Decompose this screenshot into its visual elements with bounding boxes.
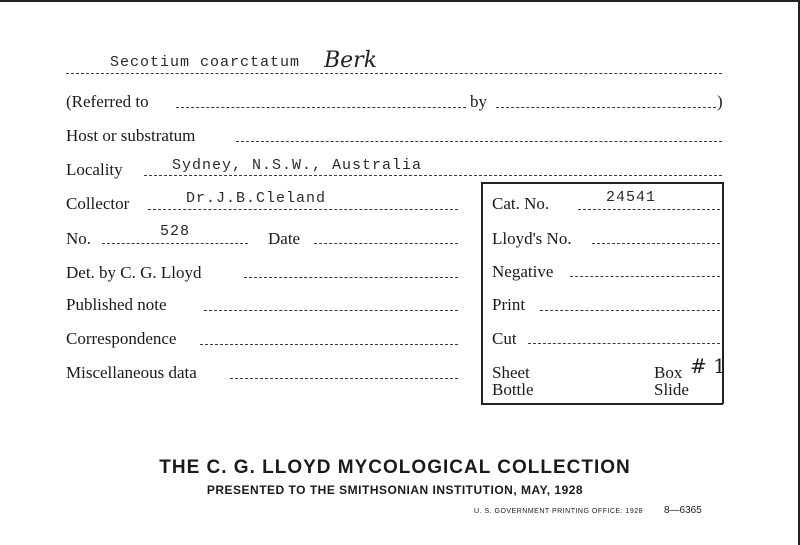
collector-value: Dr.J.B.Cleland [186,190,327,207]
referred-label: (Referred to [66,92,149,111]
correspondence-line [200,344,458,345]
lloyds-line [592,243,720,244]
misc-line [230,378,458,379]
correspondence-label: Correspondence [66,329,177,348]
det-line [244,277,458,278]
published-label: Published note [66,295,167,314]
box-top-border [481,182,723,184]
box-bottom-border [481,403,723,405]
species-authority-handwritten: Berk [324,48,378,73]
cut-line [528,343,720,344]
species-typed: Secotium coarctatum [110,54,301,71]
referred-line [176,107,466,108]
cat-value: 24541 [606,189,657,206]
close-paren: ) [717,92,723,111]
by-label: by [470,92,487,111]
date-label: Date [268,229,301,248]
species-line [66,73,722,74]
date-line [314,243,458,244]
misc-label: Miscellaneous data [66,363,197,382]
host-line [236,141,722,142]
collector-label: Collector [66,194,130,213]
bottle-label: Bottle [492,380,534,399]
lloyds-label: Lloyd's No. [492,229,572,248]
collection-title: THE C. G. LLOYD MYCOLOGICAL COLLECTION [159,457,631,478]
box-number-handwritten: # 1 [690,354,726,378]
cat-line [578,209,720,210]
negative-label: Negative [492,262,554,281]
sheet-label: Sheet [492,363,530,382]
collection-subtitle: PRESENTED TO THE SMITHSONIAN INSTITUTION, MAY, 1928 [206,483,584,497]
by-line [496,107,716,108]
print-line [540,310,720,311]
printer-credit: U. S. GOVERNMENT PRINTING OFFICE: 1928 [474,508,644,515]
locality-label: Locality [66,160,123,179]
det-label: Det. by C. G. Lloyd [66,263,202,282]
no-label: No. [66,229,92,248]
published-line [204,310,458,311]
no-line [102,243,248,244]
collector-line [148,209,458,210]
negative-line [570,276,720,277]
cut-label: Cut [492,329,517,348]
locality-line [144,175,722,176]
print-label: Print [492,295,526,314]
no-value: 528 [160,223,191,240]
cat-label: Cat. No. [492,194,550,213]
box-left-border [481,182,483,404]
card-edge-top [0,0,800,2]
locality-value: Sydney, N.S.W., Australia [172,157,423,174]
form-number: 8—6365 [664,505,702,516]
host-label: Host or substratum [66,126,196,145]
box-label: Box [654,363,683,382]
slide-label: Slide [654,380,689,399]
